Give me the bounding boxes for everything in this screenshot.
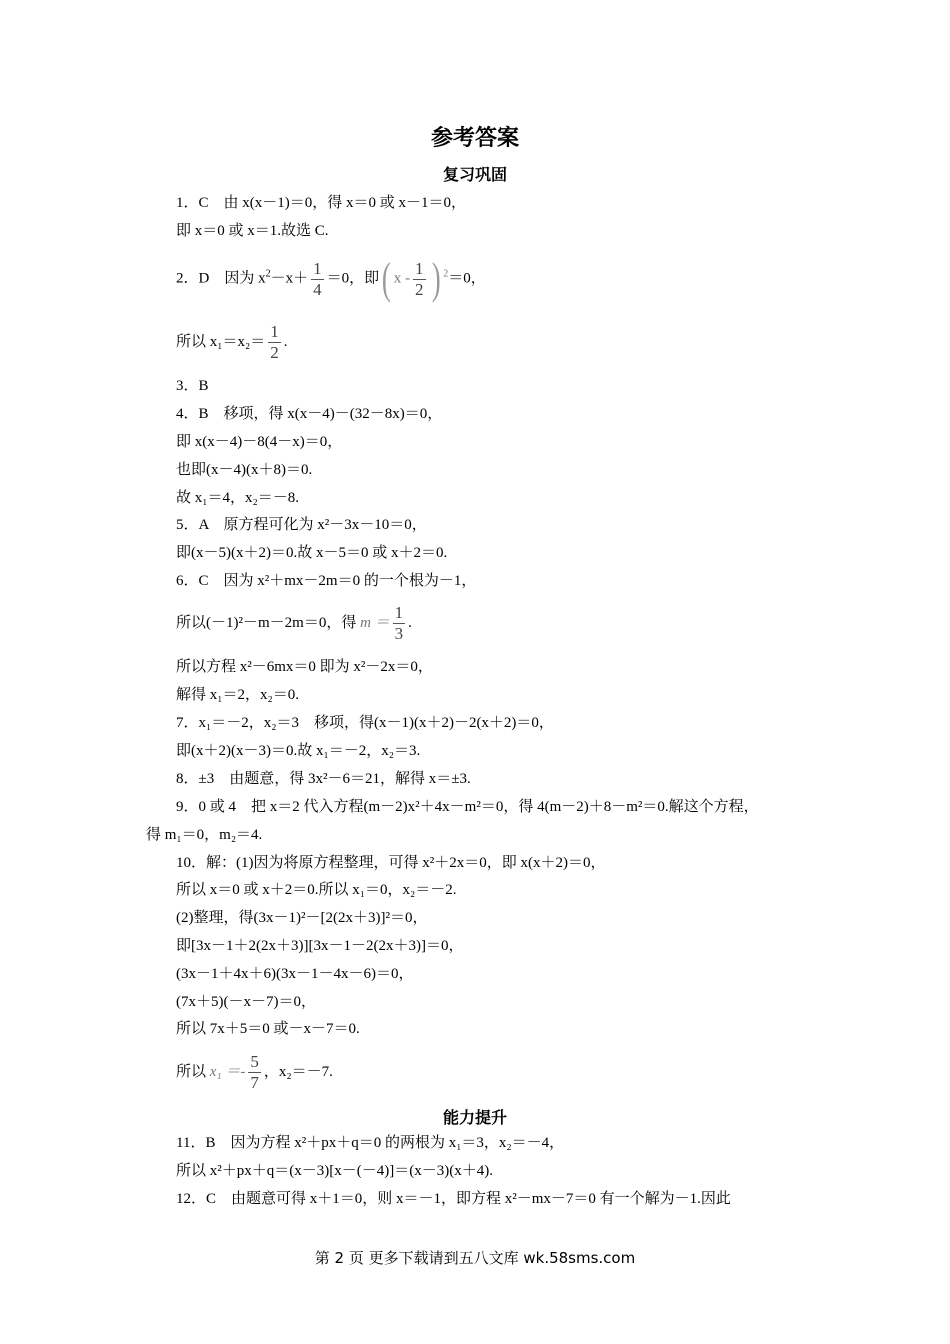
- answer-4-line-4: 故 x₁＝4，x₂＝－8.: [176, 490, 299, 506]
- fraction-one-half-result: $\frac{1}{2}$: [270, 322, 279, 362]
- answer-6-line-2: 所以(－1)²－m－2m＝0，得 m ＝ $\frac{1}{3}$ .: [176, 603, 412, 643]
- page-footer: 第 2 页 更多下载请到五八文库 wk.58sms.com: [314, 1249, 636, 1267]
- answer-9-line-1: 9．0 或 4 把 x＝2 代入方程(m－2)x²＋4x－m²＝0，得 4(m－2)＋8－m²＝0.解这个方程，: [176, 799, 759, 815]
- answer-2-line-1: 2．D 因为 $x^2-x+$ $\frac{1}{4}$ ＝0，即( x - $\frac{1}{2}$ ) $^2$＝0，: [176, 254, 486, 303]
- answer-10-line-5: (3x－1＋4x＋6)(3x－1－4x－6)＝0，: [176, 966, 414, 982]
- answer-11-line-1: 11．B 因为方程 x²＋px＋q＝0 的两根为 x₁＝3，x₂＝－4，: [176, 1135, 565, 1151]
- answer-7-line-2: 即(x＋2)(x－3)＝0.故 x₁＝－2，x₂＝3.: [176, 743, 421, 759]
- answer-6-line-3: 所以方程 x²－6mx＝0 即为 x²－2x＝0，: [176, 659, 433, 675]
- answer-12-line-1: 12．C 由题意可得 x＋1＝0，则 x＝－1，即方程 x²－mx－7＝0 有一个解为－1.因此: [176, 1191, 731, 1207]
- answer-3: 3．B: [176, 378, 209, 394]
- fraction-one-third: $\frac{1}{3}$: [394, 603, 404, 643]
- fraction-five-sevenths: $\frac{5}{7}$: [250, 1052, 259, 1092]
- answer-4-line-3: 也即(x－4)(x＋8)＝0.: [176, 462, 313, 478]
- answer-11-line-2: 所以 x²＋px＋q＝(x－3)[x－(－4)]＝(x－3)(x＋4).: [176, 1163, 493, 1179]
- answer-10-line-4: 即[3x－1＋2(2x＋3)][3x－1－2(2x＋3)]＝0，: [176, 938, 464, 954]
- answer-10-line-7: 所以 7x＋5＝0 或－x－7＝0.: [176, 1021, 360, 1037]
- answer-4-line-2: 即 x(x－4)－8(4－x)＝0，: [176, 434, 343, 450]
- answer-5-line-1: 5．A 原方程可化为 x²－3x－10＝0，: [176, 517, 427, 533]
- answer-10-line-1: 10．解：(1)因为将原方程整理，可得 x²＋2x＝0，即 x(x＋2)＝0，: [176, 855, 606, 871]
- answer-8: 8．±3 由题意，得 3x²－6＝21，解得 x＝±3.: [176, 771, 471, 787]
- answer-10-line-6: (7x＋5)(－x－7)＝0，: [176, 994, 316, 1010]
- page-title: 参考答案: [430, 126, 519, 151]
- answer-10-line-2: 所以 x＝0 或 x＋2＝0.所以 x₁＝0，x₂＝－2.: [176, 882, 457, 898]
- fraction-one-quarter: $\frac{1}{4}$: [313, 258, 322, 299]
- section-heading-review: 复习巩固: [442, 165, 507, 184]
- answer-9-line-2: 得 m₁＝0，m₂＝4.: [146, 827, 263, 843]
- answer-10-line-8: 所以 x₁ ＝- $\frac{5}{7}$ ，x₂＝－7.: [176, 1052, 333, 1092]
- answer-10-line-3: (2)整理，得(3x－1)²－[2(2x＋3)]²＝0，: [176, 910, 428, 926]
- section-heading-improve: 能力提升: [442, 1108, 507, 1127]
- answer-6-line-1: 6．C 因为 x²＋mx－2m＝0 的一个根为－1，: [176, 573, 477, 589]
- answer-4-line-1: 4．B 移项，得 x(x－4)－(32－8x)＝0，: [176, 406, 443, 422]
- answer-1-line-2: 即 x＝0 或 x＝1.故选 C.: [176, 223, 329, 239]
- answer-6-line-4: 解得 x₁＝2，x₂＝0.: [176, 687, 299, 703]
- answer-5-line-2: 即(x－5)(x＋2)＝0.故 x－5＝0 或 x＋2＝0.: [176, 545, 448, 561]
- answer-2-line-2: 所以 x₁＝x₂＝ $\frac{1}{2}$ .: [176, 322, 288, 362]
- answer-1-line-1: 1．C 由 x(x－1)＝0，得 x＝0 或 x－1＝0，: [176, 195, 466, 211]
- fraction-one-half: $\frac{1}{2}$: [415, 258, 424, 299]
- answer-7-line-1: 7．x₁＝－2，x₂＝3 移项，得(x－1)(x＋2)－2(x＋2)＝0，: [176, 715, 554, 731]
